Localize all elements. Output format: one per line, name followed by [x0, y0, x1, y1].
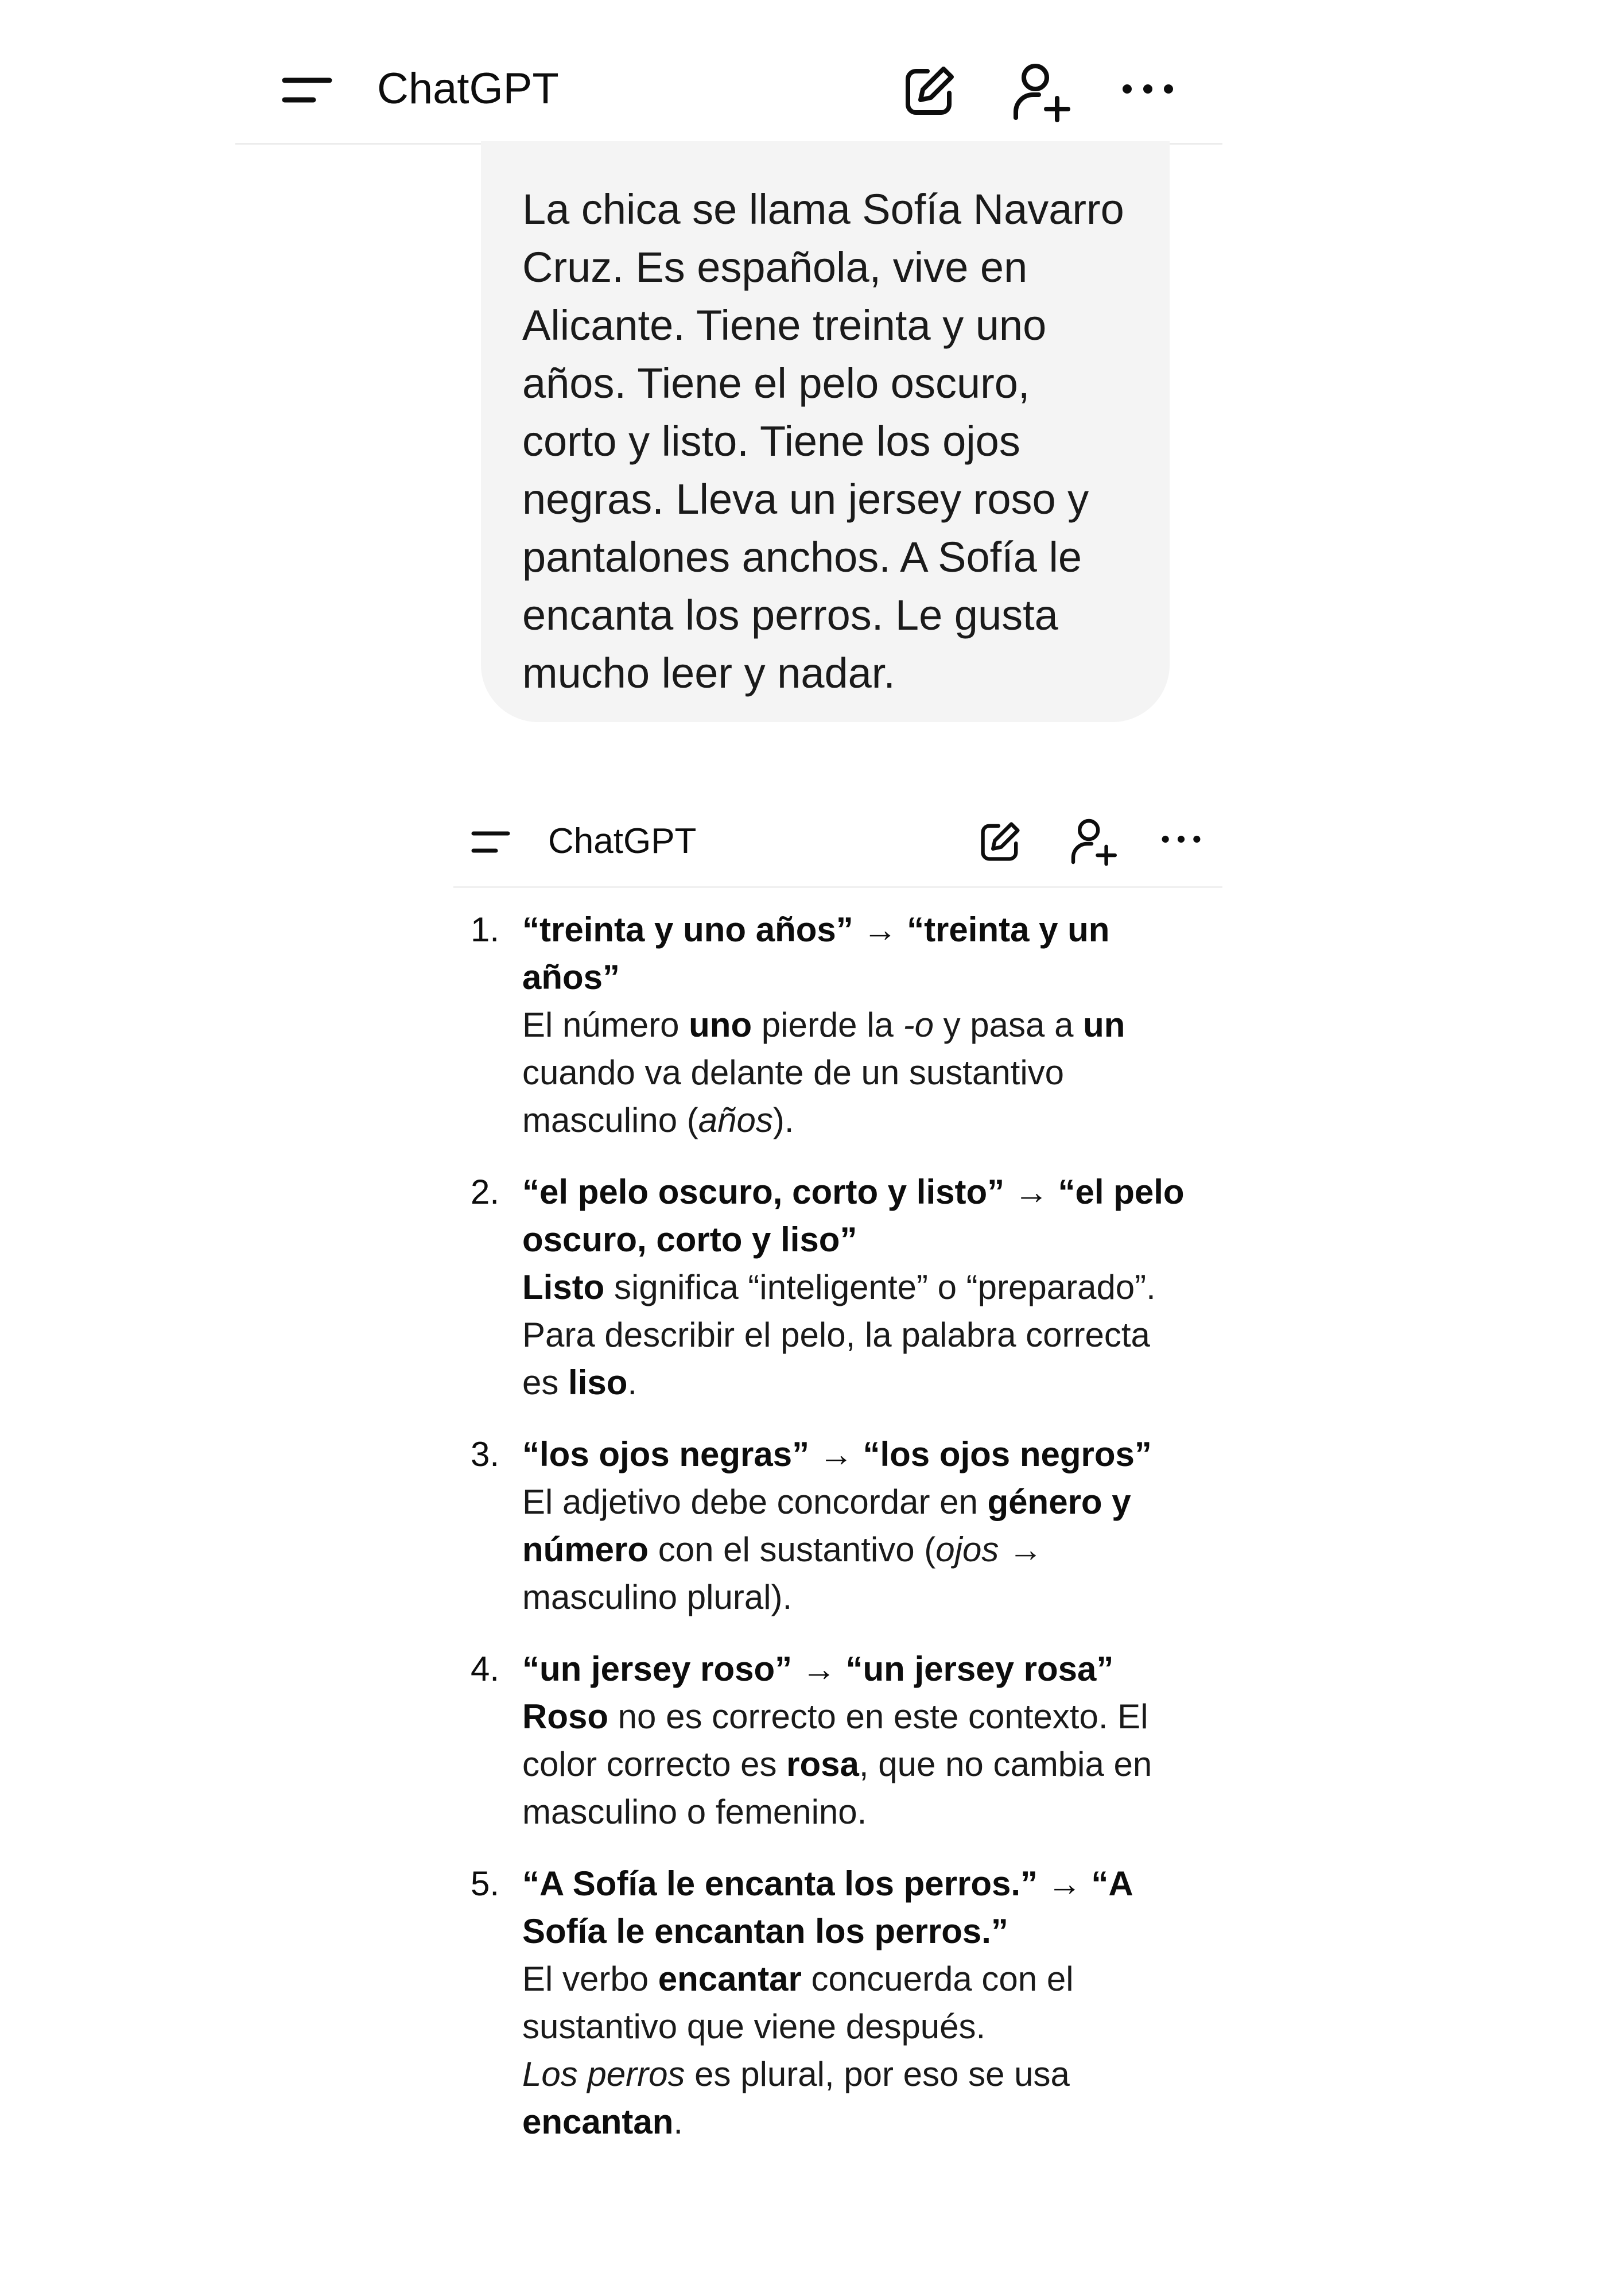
- explanation-line: El adjetivo debe concordar en género y: [522, 1483, 1131, 1521]
- item-number: 3.: [471, 1435, 500, 1473]
- top-bar: [235, 0, 1222, 145]
- explanation-line: sustantivo que viene después.: [522, 2007, 986, 2046]
- correction-heading: “el pelo oscuro, corto y listo” → “el pelo: [522, 1173, 1185, 1211]
- explanation-line: cuando va delante de un sustantivo: [522, 1053, 1065, 1092]
- message-line: Alicante. Tiene treinta y uno: [522, 301, 1047, 349]
- explanation-line: color correcto es rosa, que no cambia en: [522, 1745, 1152, 1783]
- explanation-line: es liso.: [522, 1363, 638, 1402]
- item-number: 4.: [471, 1650, 500, 1688]
- correction-item: [471, 1860, 1217, 2146]
- message-line: Cruz. Es española, vive en: [522, 243, 1028, 291]
- correction-item: [471, 1645, 1217, 1836]
- message-line: encanta los perros. Le gusta: [522, 591, 1058, 639]
- explanation-line: El número uno pierde la -o y pasa a un: [522, 1006, 1125, 1044]
- sidebar-menu-icon[interactable]: [471, 828, 511, 856]
- explanation-line: encantan.: [522, 2103, 684, 2141]
- explanation-line: masculino (años).: [522, 1101, 794, 1139]
- correction-heading: “los ojos negras” → “los ojos negros”: [522, 1435, 1152, 1473]
- correction-heading: oscuro, corto y liso”: [522, 1220, 857, 1259]
- item-number: 2.: [471, 1173, 500, 1211]
- corrections-list: [471, 906, 1217, 2170]
- correction-heading: Sofía le encantan los perros.”: [522, 1912, 1008, 1950]
- explanation-line: número con el sustantivo (ojos →: [522, 1530, 1043, 1569]
- message-line: corto y listo. Tiene los ojos: [522, 417, 1020, 465]
- item-number: 5.: [471, 1864, 500, 1903]
- message-line: La chica se llama Sofía Navarro: [522, 185, 1124, 233]
- explanation-line: masculino o femenino.: [522, 1793, 867, 1831]
- message-line: negras. Lleva un jersey roso y: [522, 475, 1089, 523]
- correction-item: [471, 906, 1217, 1144]
- explanation-line: Los perros es plural, por eso se usa: [522, 2055, 1070, 2093]
- app-title: ChatGPT: [377, 64, 559, 113]
- explanation-line: Roso no es correcto en este contexto. El: [522, 1697, 1148, 1736]
- correction-heading: “un jersey roso” → “un jersey rosa”: [522, 1650, 1114, 1688]
- add-user-icon[interactable]: [1069, 816, 1119, 867]
- explanation-line: masculino plural).: [522, 1578, 793, 1616]
- explanation-line: El verbo encantar concuerda con el: [522, 1960, 1074, 1998]
- app-title: ChatGPT: [548, 821, 697, 861]
- correction-item: [471, 1168, 1217, 1406]
- message-line: pantalones anchos. A Sofía le: [522, 533, 1082, 581]
- add-user-icon[interactable]: [1010, 60, 1073, 123]
- explanation-line: Listo significa “inteligente” o “preparado”.: [522, 1268, 1156, 1306]
- new-chat-icon[interactable]: [977, 819, 1023, 864]
- correction-heading: “treinta y uno años” → “treinta y un: [522, 910, 1110, 949]
- more-options-icon[interactable]: [1119, 75, 1177, 103]
- user-message-bubble: [481, 141, 1170, 722]
- correction-item: [471, 1430, 1217, 1621]
- embedded-top-bar: [453, 804, 1222, 888]
- correction-heading: “A Sofía le encanta los perros.” → “A: [522, 1864, 1133, 1903]
- sidebar-menu-icon[interactable]: [281, 72, 333, 107]
- new-chat-icon[interactable]: [901, 62, 958, 119]
- message-line: mucho leer y nadar.: [522, 649, 895, 697]
- explanation-line: Para describir el pelo, la palabra correcta: [522, 1316, 1150, 1354]
- correction-heading: años”: [522, 958, 620, 996]
- message-line: años. Tiene el pelo oscuro,: [522, 359, 1030, 407]
- item-number: 1.: [471, 910, 500, 949]
- more-options-icon[interactable]: [1159, 828, 1203, 851]
